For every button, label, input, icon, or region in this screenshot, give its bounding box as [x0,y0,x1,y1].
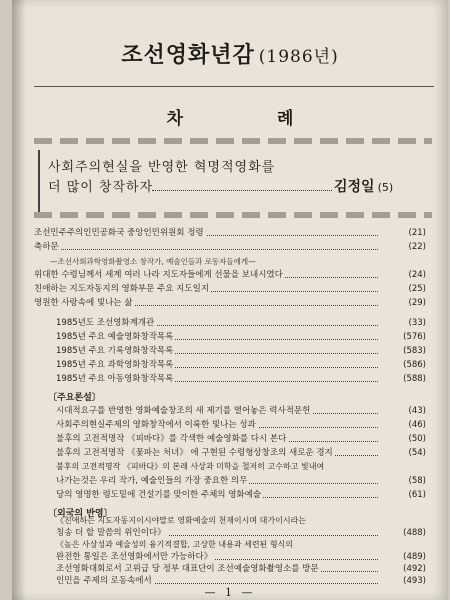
toc-entry-line1: 《친애하는 지도자동지이시야말로 영화예술의 천재이시며 대가이시라는 [56,516,307,525]
featured-page: (5) [377,181,394,194]
featured-title-line1: 사회주의현실을 반영한 혁명적영화를 [48,160,276,175]
book-year: (1986년) [258,47,339,67]
toc-entry: 1985년 주요 과학영화창작목록 (586) [56,360,426,370]
ornament-border-top [34,138,432,144]
featured-author-name: 김정일 [334,179,375,195]
book-page [12,0,448,600]
toc-note: —조선사회과학영화촬영소 창작가, 예술인들과 로동자들에게— [50,257,256,266]
featured-leader-dots [152,180,332,191]
book-title [12,38,448,69]
toc-entry: 불후의 고전적명작 《꽃파는 처녀》 에 구현된 수령형상창조의 새로운 경지 (54) [56,448,426,458]
toc-entry: 1985년 주요 예술영화창작목록 (576) [56,332,426,342]
section-heading-foreign-reflection: 〔외국의 반영〕 [48,509,113,519]
toc-heading: 차 례 [166,109,338,129]
toc-entry: 인민을 주제의 로동속에서 (493) [56,576,426,586]
toc-entry: 1985년 주요 아동영화창작목록 (588) [56,374,426,384]
toc-entry: 조선영화대회로서 고위급 당 정부 대표단이 조선예술영화촬영소를 방문 (492) [56,564,426,574]
toc-entry: 1985년 주요 기록영화창작목록 (583) [56,346,426,356]
featured-author [334,176,393,196]
toc-entry: 나가는것은 우리 작가, 예술인들의 가장 중요한 의무 (58) [56,476,426,486]
toc-entry: 완전한 통일은 조선영화에서만 가능하다》 (489) [56,552,426,562]
section-heading-major-articles: 〔주요론설〕 [48,393,101,403]
toc-entry: 친애하는 지도자동지의 영화부문 주요 지도일지 (25) [34,284,426,294]
toc-entry-line1: 불후의 고전적명작 《피바다》의 본래 사상과 미학을 철저히 고수하고 빛내여 [56,462,325,471]
toc-entry: 불후의 고전적명작 《피바다》를 각색한 예술영화를 다시 본다 (50) [56,434,426,444]
ornament-border-bottom [34,212,432,218]
toc-entry: 위대한 수령님께서 세계 여러 나라 지도자들에게 선물을 보내시였다 (24) [34,270,426,280]
toc-entry: 칭송 더 할 말씀의 위인이다》 (488) [56,528,426,538]
toc-entry: 1985년도 조선영화계개관 (33) [56,318,426,328]
toc-entry: 시대적요구를 반영한 영화예술창조의 새 제기를 열어놓은 력사적문헌 (43) [56,406,426,416]
featured-title-line2: 더 많이 창작하자 [48,180,154,195]
page-number: — 1 — [204,586,256,599]
toc-entry: 당의 영명한 령도밑에 건설기를 맞이한 주체의 영화예술 (61) [56,490,426,500]
toc-entry: 영원한 사랑속에 빛나는 삶 (29) [34,298,426,308]
toc-entry: 조선민주주의인민공화국 중앙인민위원회 정령 (21) [34,228,426,238]
title-rule [34,86,434,87]
toc-entry: 사회주의현실주제의 영화창작에서 이룩한 빛나는 성과 (46) [56,420,426,430]
book-title-text: 조선영화년감 [121,42,255,68]
toc-entry: 축하문 (22) [34,242,426,252]
toc-entry-line1: 《높은 사상성과 예술성의 융기적결합, 고상한 내용과 세련된 형식의 [56,540,293,549]
